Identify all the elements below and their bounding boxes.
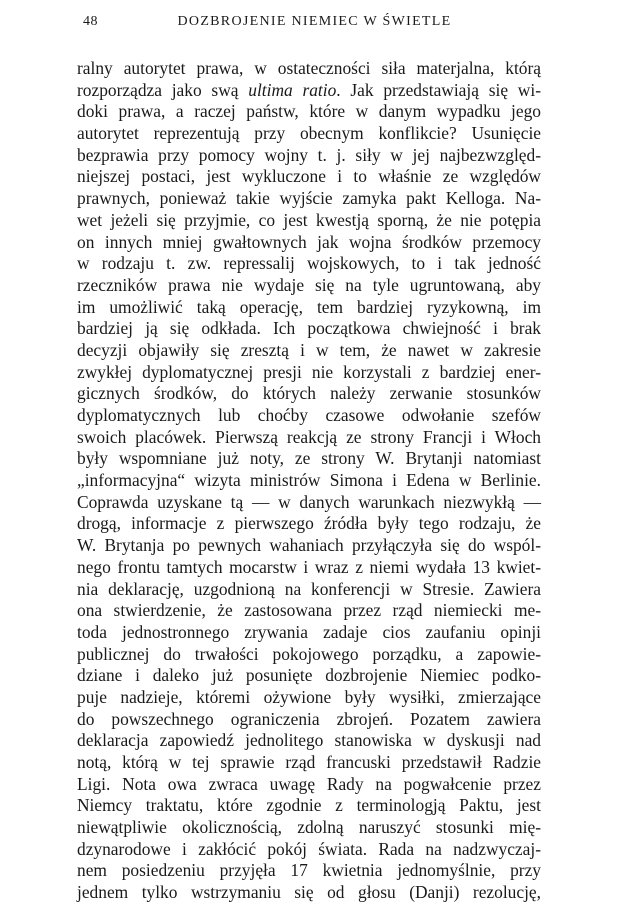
text-line: Ligi. Nota owa zwraca uwagę Rady na pogwałcenie przez — [77, 773, 541, 794]
text-line: w rodzaju t. zw. repressalij wojskowych, to i tak jedność — [77, 253, 541, 274]
text-line: nia deklarację, uzgodnioną na konferencji w Stresie. Zawiera — [77, 578, 541, 599]
text-line: rzeczników prawa nie wydaje się na tyle ugruntowaną, aby — [77, 274, 541, 295]
text-line: Niemcy traktatu, które zgodnie z terminologją Paktu, jest — [77, 795, 541, 816]
text-line: były wspomniane już noty, ze strony W. Brytanji natomiast — [77, 448, 541, 469]
text-line: deklaracja zapowiedź jednolitego stanowiska w dyskusji nad — [77, 730, 541, 751]
text-line: wet jeżeli się przyjmie, co jest kwestją sporną, że nie potępia — [77, 209, 541, 230]
text-line: ona stwierdzenie, że zastosowana przez rząd niemiecki me- — [77, 600, 541, 621]
text-line: W. Brytanja po pewnych wahaniach przyłączyła się do wspól- — [77, 535, 541, 556]
text-line: niejszej postaci, jest wykluczone i to właśnie ze względów — [77, 166, 541, 187]
text-line: on innych mniej gwałtownych jak wojna środków przemocy — [77, 231, 541, 252]
text-line: dyplomatycznych lub choćby czasowe odwołanie szefów — [77, 405, 541, 425]
text-line: nego frontu tamtych mocarstw i wraz z niemi wydała 13 kwiet- — [77, 556, 541, 577]
text-line: ralny autorytet prawa, w ostateczności siła materjalna, którą — [77, 58, 541, 78]
running-head: DOZBROJENIE NIEMIEC W ŚWIETLE — [177, 14, 452, 29]
text-line: Coprawda uzyskane tą — w danych warunkach niezwykłą — — [77, 491, 541, 512]
text-line: autorytet reprezentują przy obecnym konflikcie? Usunięcie — [77, 123, 541, 144]
text-line: swoich placówek. Pierwszą reakcją ze strony Francji i Włoch — [77, 426, 541, 447]
text-line: im umożliwić taką operację, tem bardziej ryzykowną, im — [77, 296, 541, 317]
text-line: toda jednostronnego zrywania zadaje cios zaufaniu opinji — [77, 621, 541, 642]
text-line: dzynarodowe i zakłócić pokój świata. Rada na nadzwyczaj- — [77, 838, 541, 859]
text-line: niewątpliwie okolicznością, zdolną naruszyć stosunki mię- — [77, 817, 541, 838]
text-line: publicznej do trwałości pokojowego porządku, a zapowie- — [77, 643, 541, 664]
text-line: do powszechnego ograniczenia zbrojeń. Pozatem zawiera — [77, 708, 541, 729]
body-text — [77, 58, 541, 904]
page-number: 48 — [83, 14, 98, 29]
text-line: bezprawia przy pomocy wojny t. j. siły w jej najbezwzględ- — [77, 144, 541, 165]
text-line: decyzji objawiły się zresztą i w tem, że nawet w zakresie — [77, 339, 541, 360]
text-line: jednem tylko wstrzymaniu się od głosu (Danji) rezolucję, — [77, 882, 541, 903]
text-line: puje nadzieje, któremi ożywione były wysiłki, zmierzające — [77, 686, 541, 707]
text-line: doki prawa, a raczej państw, które w danym wypadku jego — [77, 101, 541, 122]
page-header — [0, 14, 629, 38]
text-line: zwykłej dyplomatycznej presji nie korzystali z bardziej ener- — [77, 361, 541, 382]
text-line: drogą, informacje z pierwszego źródła były tego rodzaju, że — [77, 513, 541, 534]
text-line: „informacyjna“ wizyta ministrów Simona i Edena w Berlinie. — [77, 470, 541, 491]
text-line: gicznych środków, do których należy zerwanie stosunków — [77, 383, 541, 404]
text-line: rozporządza jako swą ultima ratio. Jak przedstawiają się wi- — [77, 79, 541, 100]
text-line: prawnych, ponieważ takie wyjście zamyka pakt Kelloga. Na- — [77, 188, 541, 209]
text-line: bardziej ją się odkłada. Ich początkowa chwiejność i brak — [77, 318, 541, 339]
text-line: nem posiedzeniu przyjęła 17 kwietnia jednomyślnie, przy — [77, 860, 541, 881]
italic-phrase: ultima ratio — [248, 79, 337, 100]
text-line: notą, którą w tej sprawie rząd francuski przedstawił Radzie — [77, 752, 541, 772]
text-line: dziane i daleko już posunięte dozbrojenie Niemiec podko- — [77, 665, 541, 686]
